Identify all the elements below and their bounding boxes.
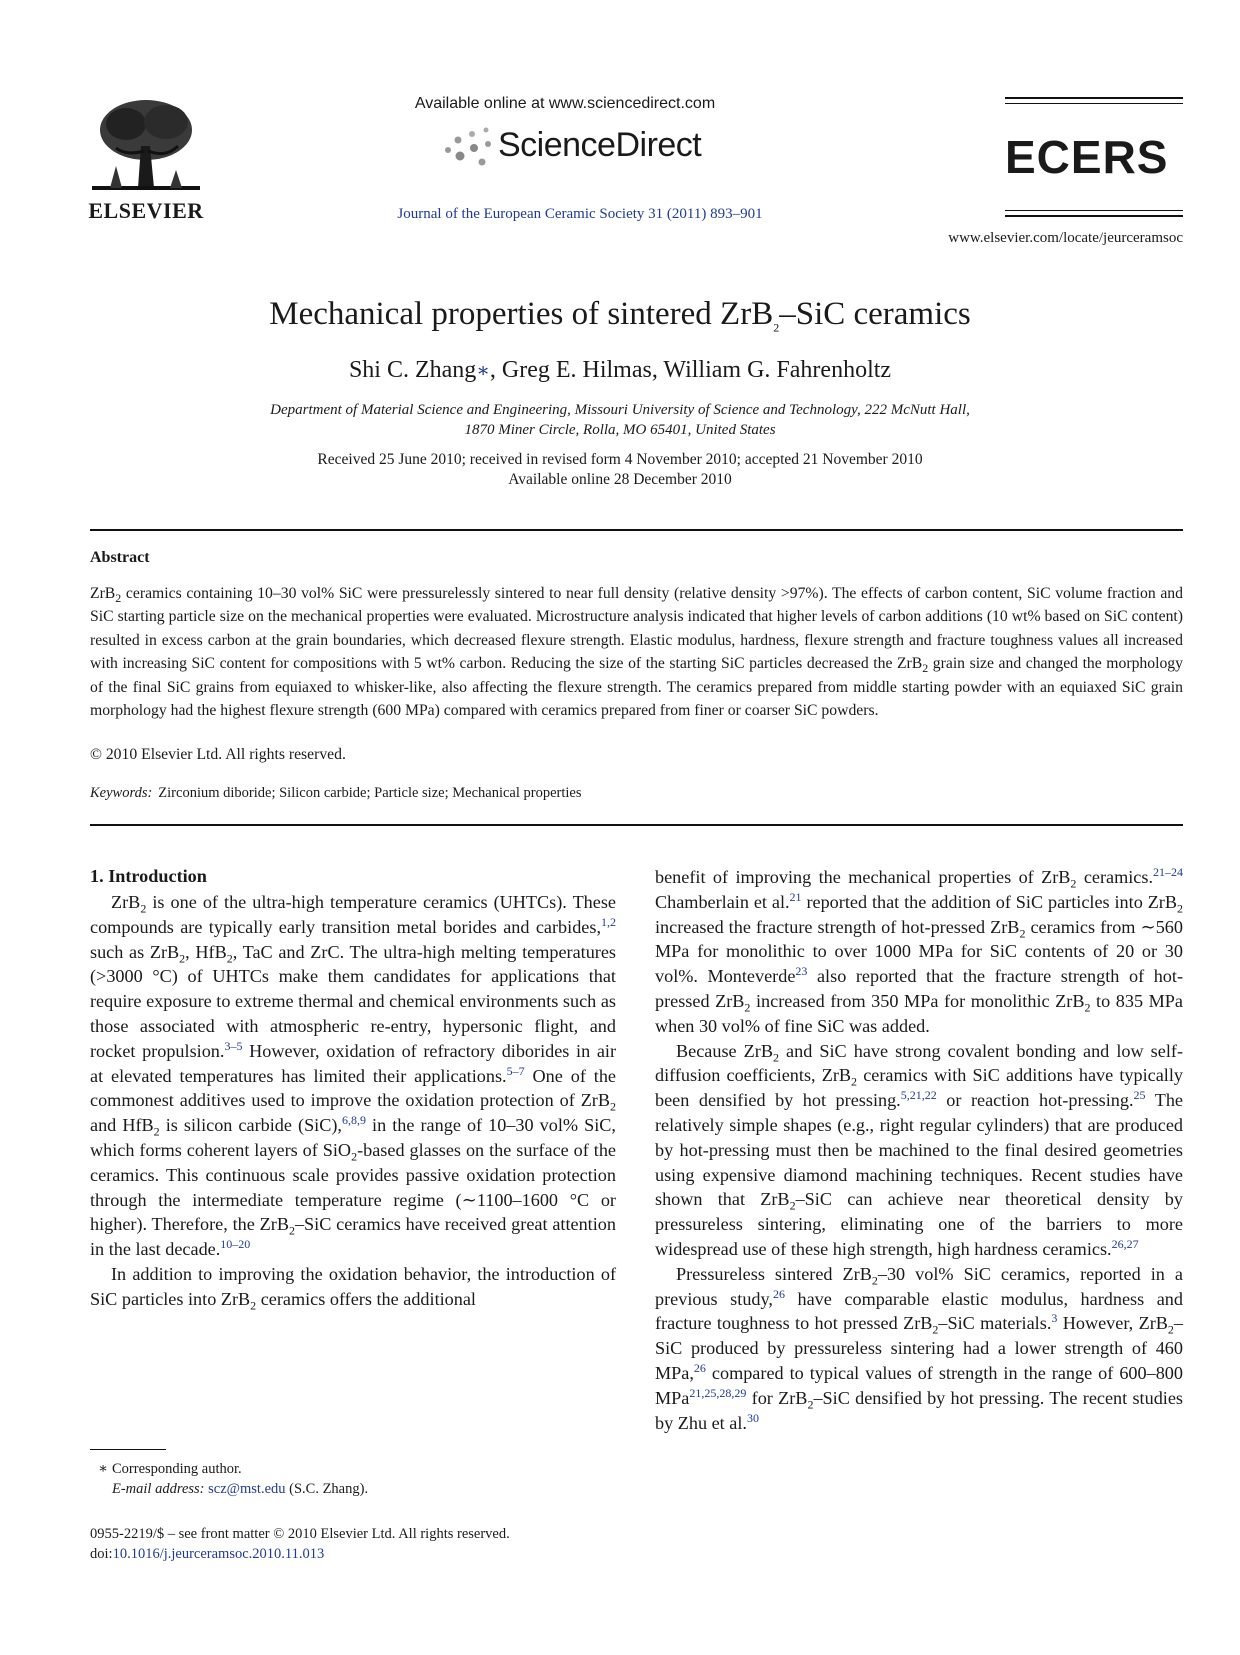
- corresponding-author-mark[interactable]: ∗: [476, 360, 490, 382]
- abstract-body: ZrB$_2$ ceramics containing 10–30 vol% SiC were pressurelessly sintered to near full density (relative density >97%). The effects of carbon content, SiC volume fraction and SiC starting particle size on the mechanical properties were evaluated. Microstructure analysis indicated that higher levels of carbon additions (10 wt% based on SiC content) resulted in excess carbon at the grain boundaries, which decreased flexure strength. Elastic modulus, hardness, flexure strength and fracture toughness values all increased with increasing SiC content for compositions with 5 wt% carbon. Reducing the size of the starting SiC particles decreased the ZrB$_2$ grain size and changed the morphology of the final SiC grains from equiaxed to whisker-like, also affecting the flexure strength. The ceramics prepared from middle starting powder with an equiaxed SiC grain morphology had the highest flexure strength (600 MPa) compared with ceramics prepared from finer or coarser SiC powders.: [90, 585, 1183, 720]
- citation-link[interactable]: 21: [789, 889, 802, 904]
- journal-homepage-url[interactable]: www.elsevier.com/locate/jeurceramsoc: [948, 230, 1183, 246]
- citation-link[interactable]: 21,25,28,29: [689, 1385, 747, 1400]
- citation-link[interactable]: 26: [772, 1286, 785, 1301]
- keywords-list: Zirconium diboride; Silicon carbide; Particle size; Mechanical properties: [158, 785, 582, 801]
- society-logo-top-rule: [1005, 97, 1183, 104]
- section-heading-introduction: 1. Introduction: [90, 866, 207, 886]
- author-list: Shi C. Zhang∗, Greg E. Hilmas, William G. Fahrenholtz: [348, 357, 892, 383]
- abstract-top-rule: [90, 529, 1183, 531]
- author-name: Shi C. Zhang: [348, 357, 477, 383]
- footnote-rule: [90, 1449, 166, 1450]
- publisher-wordmark: ELSEVIER: [88, 198, 204, 223]
- left-column: [90, 890, 616, 1312]
- doi-link[interactable]: 10.1016/j.jeurceramsoc.2010.11.013: [112, 1546, 325, 1562]
- email-link[interactable]: scz@mst.edu: [208, 1481, 286, 1497]
- intro-paragraph-1: ZrB$_2$ is one of the ultra-high temperature ceramics (UHTCs). These compounds are typically early transition metal borides and carbides,$^{1,2}$ such as ZrB$_2$, HfB$_2$, TaC and ZrC. The ultra-high melting temperatures (>3000 °C) of UHTCs make them candidates for applications that require exposure to extreme thermal and chemical environments such as those associated with atmospheric re-entry, hypersonic flight, and rocket propulsion.$^{3-5}$ However, oxidation of refractory diborides in air at elevated temperatures has limited their applications.$^{5-7}$ One of the commonest additives used to improve the oxidation protection of ZrB$_2$ and HfB$_2$ is silicon carbide (SiC),$^{6,8,9}$ in the range of 10–30 vol% SiC, which forms coherent layers of SiO$_2$-based glasses on the surface of the ceramics. This continuous scale provides passive oxidation protection through the intermediate temperature regime (∼1100–1600 °C or higher). Therefore, the ZrB$_2$–SiC ceramics have received great attention in the last decade.$^{10-20}$: [90, 892, 617, 1260]
- front-matter: 0955-2219/$ – see front matter © 2010 Elsevier Ltd. All rights reserved. doi:10.1016/j.jeurceramsoc.2010.11.013: [90, 1526, 510, 1562]
- citation-link[interactable]: 10–20: [220, 1237, 251, 1252]
- citation-link[interactable]: 1,2: [601, 914, 616, 929]
- citation-link[interactable]: 5–7: [506, 1063, 525, 1078]
- citation-link[interactable]: 5,21,22: [900, 1088, 937, 1103]
- available-online-text: Available online at www.sciencedirect.com: [414, 95, 716, 112]
- intro-paragraph-3: Because ZrB$_2$ and SiC have strong covalent bonding and low self-diffusion coefficients, ZrB$_2$ ceramics with SiC additions have typically been densified by hot pressing.$^{5,21,22}$ or reaction hot-pressing.$^{25}$ The relatively simple shapes (e.g., right regular cylinders) that are produced by hot-pressing must then be machined to the final desired geometries using expensive diamond machining techniques. Recent studies have shown that ZrB$_2$–SiC can achieve near theoretical density by pressureless sintering, eliminating one of the barriers to more widespread use of these high strength, high hardness ceramics.$^{26,27}$: [655, 1040, 1184, 1259]
- citation-link[interactable]: 30: [746, 1410, 759, 1425]
- citation-link[interactable]: 26,27: [1111, 1236, 1139, 1251]
- society-logo-bottom-rule: [1005, 210, 1183, 217]
- intro-paragraph-2: In addition to improving the oxidation behavior, the introduction of SiC particles into ZrB$_2$ ceramics offers the additional: [90, 1263, 616, 1313]
- elsevier-tree-logo: [86, 96, 206, 192]
- article-title: Mechanical properties of sintered ZrB$_2$–SiC ceramics: [269, 296, 971, 335]
- journal-citation-link[interactable]: Journal of the European Ceramic Society 31 (2011) 893–901: [397, 206, 763, 222]
- corresponding-author-footnote: ∗ Corresponding author. E-mail address: scz@mst.edu (S.C. Zhang).: [90, 1459, 368, 1499]
- abstract-bottom-rule: [90, 824, 1183, 826]
- sciencedirect-wordmark: ScienceDirect: [498, 126, 702, 164]
- intro-paragraph-2-continued: benefit of improving the mechanical properties of ZrB$_2$ ceramics.$^{21-24}$ Chamberlain et al.$^{21}$ reported that the addition of SiC particles into ZrB$_2$ increased the fracture strength of hot-pressed ZrB$_2$ ceramics from ∼560 MPa for monolithic to over 1000 MPa for SiC contents of 20 or 30 vol%. Monteverde$^{23}$ also reported that the fracture strength of hot-pressed ZrB$_2$ increased from 350 MPa for monolithic ZrB$_2$ to 835 MPa when 30 vol% of fine SiC was added.: [655, 864, 1184, 1036]
- abstract-heading: Abstract: [90, 549, 150, 566]
- author-affiliation: Department of Material Science and Engineering, Missouri University of Science and Technology, 222 McNutt Hall, 1870 Miner Circle, Rolla, MO 65401, United States: [270, 402, 970, 438]
- right-column: [655, 865, 1183, 1435]
- citation-link[interactable]: 6,8,9: [341, 1113, 366, 1128]
- keywords: [90, 785, 581, 802]
- citation-link[interactable]: 3: [1051, 1311, 1058, 1326]
- article-history: Received 25 June 2010; received in revised form 4 November 2010; accepted 21 November 2010 Available online 28 December 2010: [317, 451, 923, 488]
- citation-link[interactable]: 26: [693, 1360, 706, 1375]
- ecers-society-logo: ECERS: [1005, 131, 1169, 183]
- citation-link[interactable]: 25: [1133, 1088, 1146, 1103]
- citation-link[interactable]: 3–5: [224, 1038, 243, 1053]
- abstract-copyright: © 2010 Elsevier Ltd. All rights reserved.: [90, 746, 346, 763]
- issn-line: 0955-2219/$ – see front matter © 2010 Elsevier Ltd. All rights reserved.: [90, 1526, 510, 1542]
- citation-link[interactable]: 23: [795, 964, 808, 979]
- keywords-label: Keywords:: [90, 785, 153, 801]
- intro-paragraph-4: Pressureless sintered ZrB$_2$–30 vol% SiC ceramics, reported in a previous study,$^{26}$ have comparable elastic modulus, hardness and fracture toughness to hot pressed ZrB$_2$–SiC materials.$^3$ However, ZrB$_2$–SiC produced by pressureless sintering had a lower strength of 460 MPa,$^{26}$ compared to typical values of strength in the range of 600–800 MPa$^{21,25,28,29}$ for ZrB$_2$–SiC densified by hot pressing. The recent studies by Zhu et al.$^{30}$: [655, 1263, 1183, 1433]
- citation-link[interactable]: 21–24: [1153, 864, 1183, 879]
- footnote-mark: ∗: [98, 1461, 108, 1477]
